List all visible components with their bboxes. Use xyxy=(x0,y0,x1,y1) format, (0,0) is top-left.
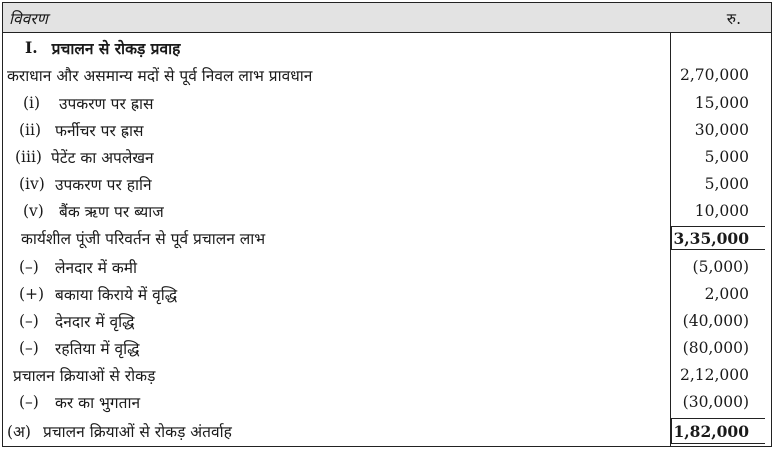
row-amount: 5,000 xyxy=(704,174,749,193)
row-number: (–) xyxy=(19,392,39,411)
row-label: कराधान और असमान्य मदों से पूर्व निवल लाभ प्रावधान xyxy=(7,66,313,85)
section-label: प्रचालन से रोकड़ प्रवाह xyxy=(51,38,181,58)
table-row xyxy=(3,170,771,197)
row-number: (+) xyxy=(19,284,45,303)
row-label: रहतिया में वृद्धि xyxy=(55,339,140,358)
row-number: (–) xyxy=(19,257,39,276)
row-label-group xyxy=(15,143,154,170)
table-row xyxy=(3,388,771,415)
description-header: विवरण xyxy=(9,9,48,28)
row-label-group xyxy=(19,388,140,415)
row-amount: 30,000 xyxy=(694,120,749,139)
row-label: कर का भुगतान xyxy=(55,393,141,412)
table-row xyxy=(3,61,771,88)
row-label: फर्नीचर पर ह्रास xyxy=(55,121,144,140)
table-row xyxy=(3,116,771,143)
row-label-group xyxy=(7,416,232,445)
row-label: देनदार में वृद्धि xyxy=(55,312,135,331)
table-row xyxy=(3,143,771,170)
row-number: (iii) xyxy=(15,147,42,166)
subtotal-amount: 3,35,000 xyxy=(671,226,765,250)
row-label: लेनदार में कमी xyxy=(55,258,138,277)
row-label: कार्यशील पूंजी परिवर्तन से पूर्व प्रचालन लाभ xyxy=(21,229,266,248)
row-number: (v) xyxy=(23,201,44,220)
row-number: (–) xyxy=(19,311,39,330)
amount-header: रु. xyxy=(726,9,741,28)
row-amount: 2,000 xyxy=(704,284,749,303)
section-number: I. xyxy=(25,38,38,57)
table-row xyxy=(3,307,771,334)
row-label-group xyxy=(19,307,135,334)
row-amount: (5,000) xyxy=(692,257,749,276)
row-number: (–) xyxy=(19,338,39,357)
table-row xyxy=(3,253,771,280)
table-row xyxy=(3,280,771,307)
row-label: प्रचालन क्रियाओं से रोकड़ अंतर्वाह xyxy=(43,422,232,441)
row-label-group xyxy=(19,116,143,143)
cash-flow-table xyxy=(2,2,772,447)
row-label: पेटेंट का अपलेखन xyxy=(51,148,154,167)
row-label-group xyxy=(19,280,177,307)
row-amount: 5,000 xyxy=(704,147,749,166)
row-label-group xyxy=(19,334,140,361)
row-amount: (30,000) xyxy=(682,392,749,411)
row-number: (अ) xyxy=(7,422,31,441)
row-number: (iv) xyxy=(19,174,45,193)
row-amount: 10,000 xyxy=(694,201,749,220)
total-row xyxy=(3,416,771,445)
row-number: (ii) xyxy=(19,120,42,139)
table-header xyxy=(3,3,771,33)
total-amount: 1,82,000 xyxy=(671,418,765,444)
table-row xyxy=(3,361,771,388)
row-number: (i) xyxy=(23,93,41,112)
row-amount: 2,70,000 xyxy=(679,65,749,84)
row-label: बैंक ऋण पर ब्याज xyxy=(59,202,164,221)
row-label-group xyxy=(23,197,164,224)
row-label-group xyxy=(19,253,137,280)
row-label: बकाया किराये में वृद्धि xyxy=(55,285,178,304)
subtotal-row xyxy=(3,224,771,251)
section-title xyxy=(25,33,180,62)
row-amount: 2,12,000 xyxy=(679,365,749,384)
row-label: प्रचालन क्रियाओं से रोकड़ xyxy=(13,366,156,385)
table-row xyxy=(3,89,771,116)
row-label-group xyxy=(23,89,153,116)
row-label: उपकरण पर ह्रास xyxy=(59,94,154,113)
table-row xyxy=(3,334,771,361)
row-amount: (40,000) xyxy=(682,311,749,330)
table-row xyxy=(3,197,771,224)
row-amount: 15,000 xyxy=(694,93,749,112)
section-title-row xyxy=(3,33,771,62)
row-label-group xyxy=(19,170,152,197)
row-amount: (80,000) xyxy=(682,338,749,357)
row-label: उपकरण पर हानि xyxy=(55,175,152,194)
